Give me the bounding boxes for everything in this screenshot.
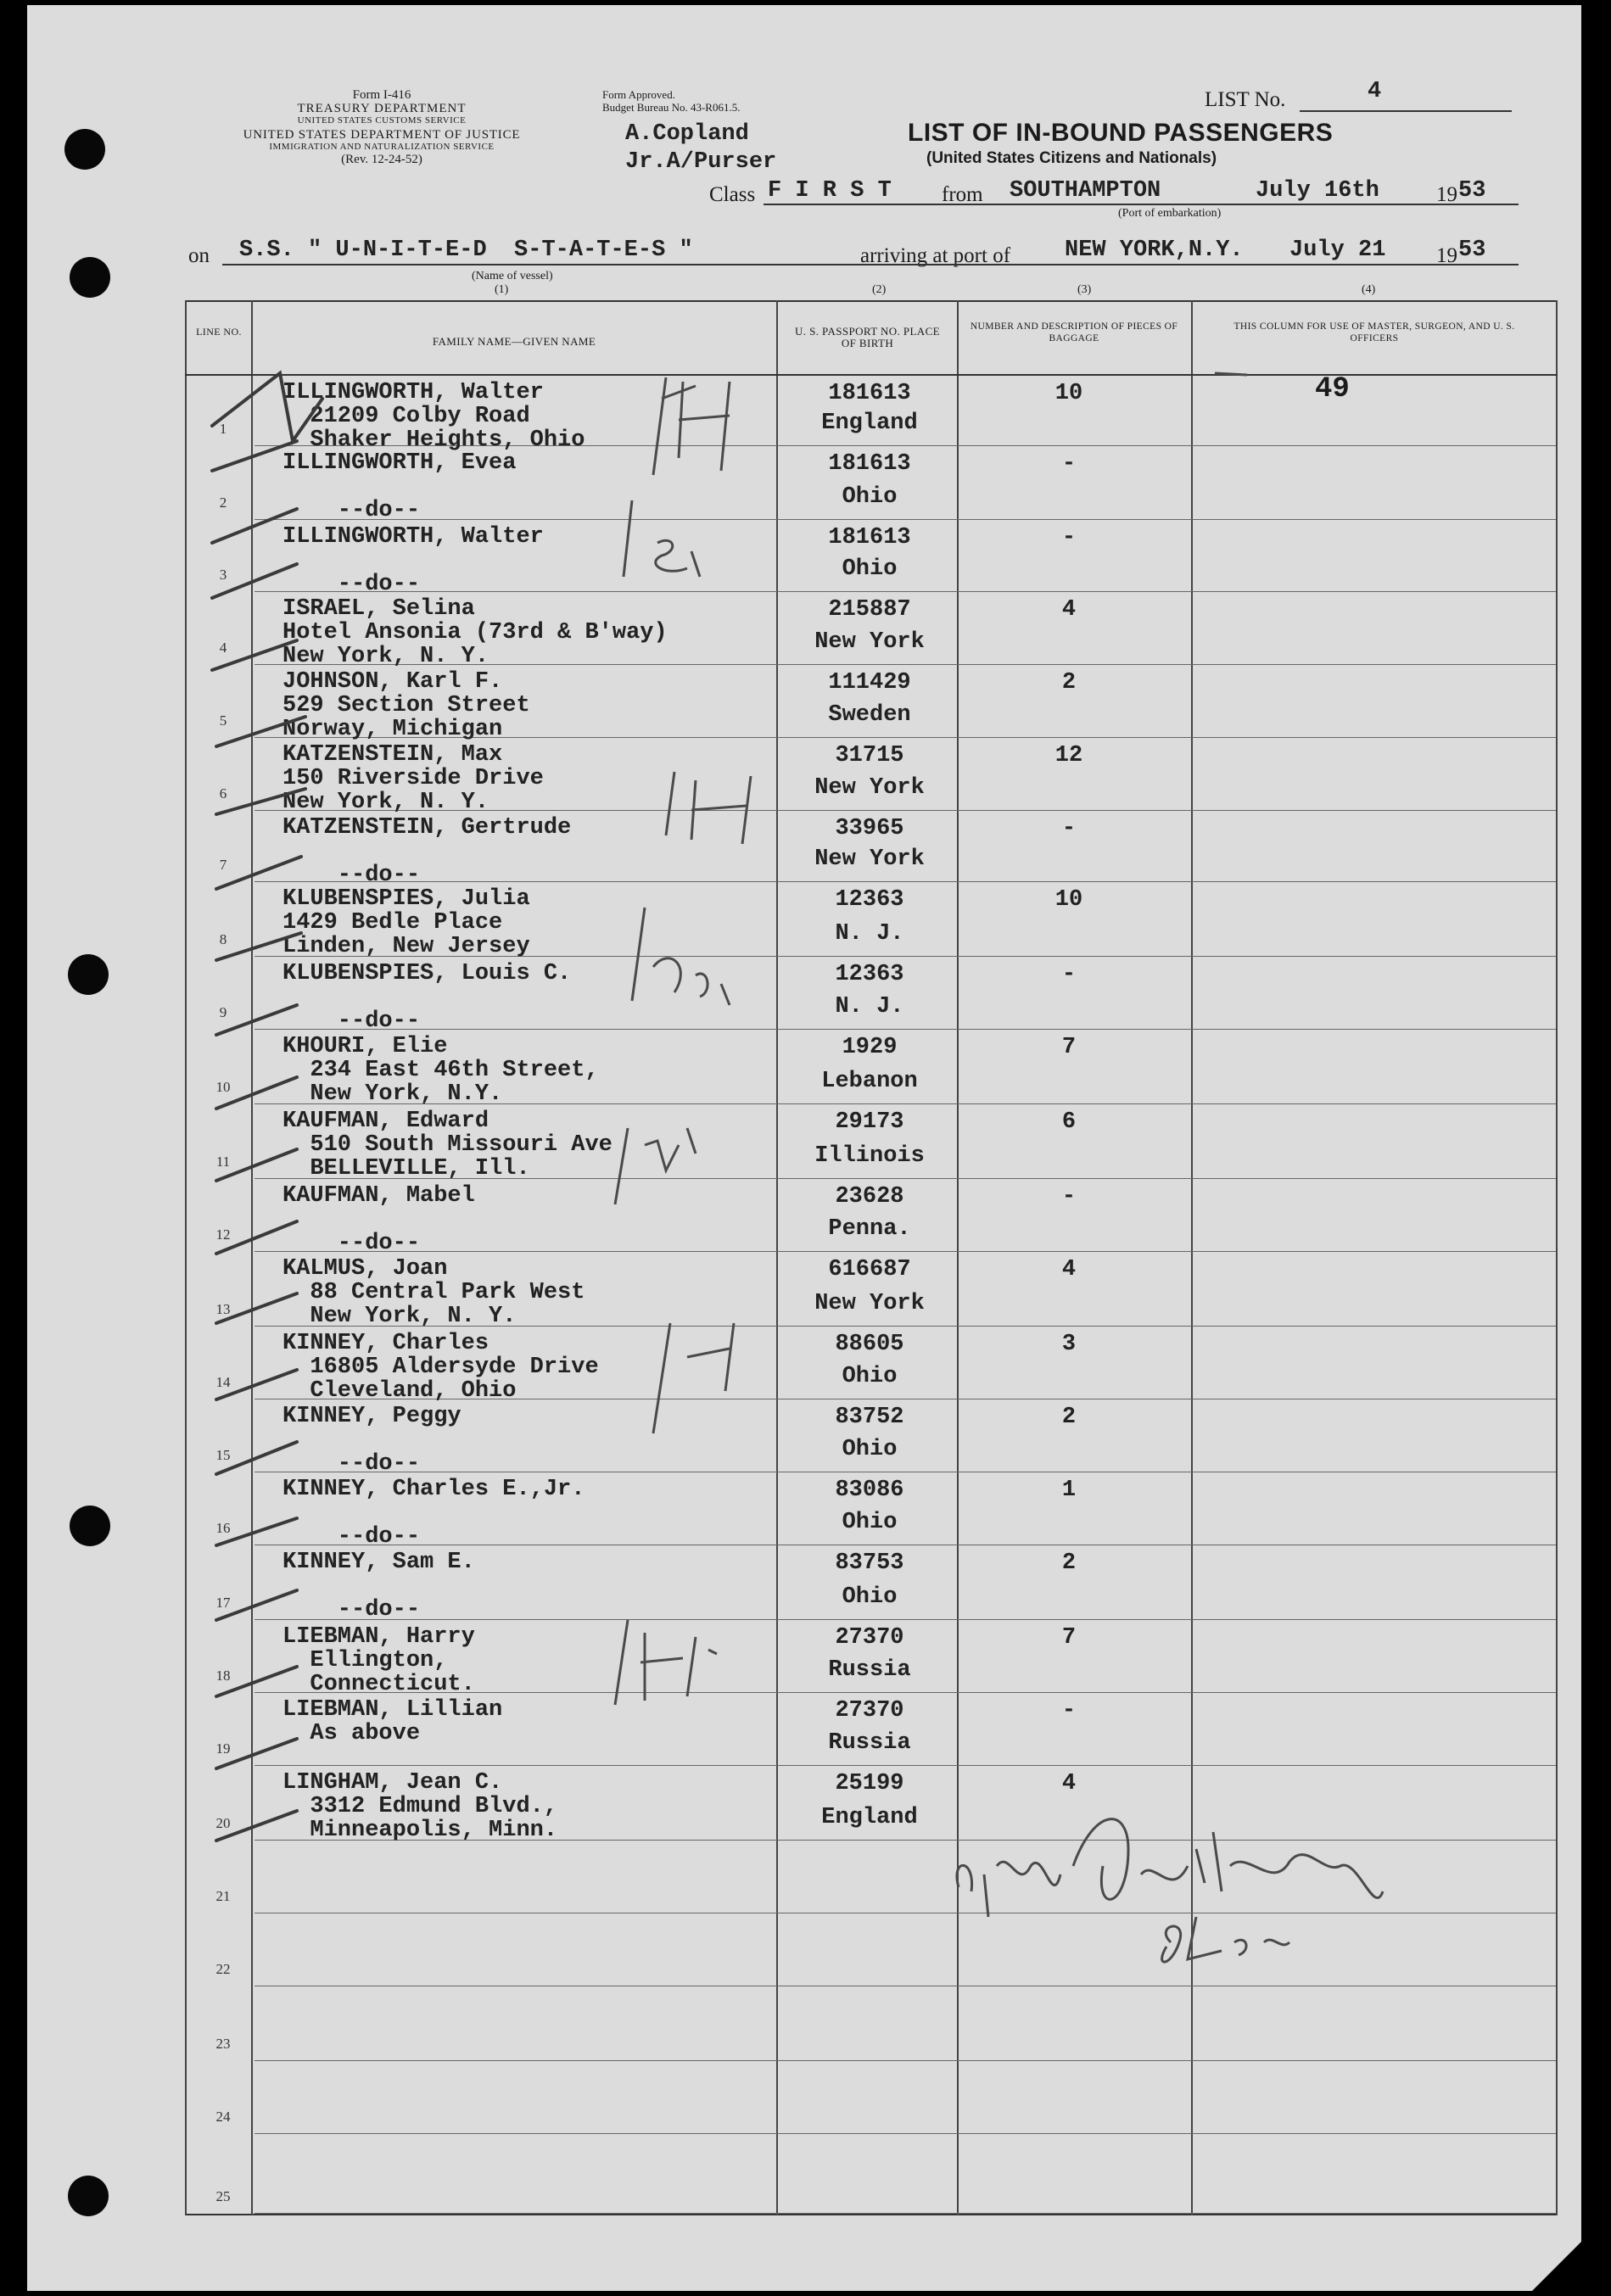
col-header-passport: U. S. PASSPORT NO. PLACE OF BIRTH <box>794 325 940 349</box>
vessel-caption: (Name of vessel) <box>472 270 553 282</box>
line-number: 2 <box>219 494 227 511</box>
passenger-name: KAUFMAN, Mabel --do-- <box>282 1183 475 1256</box>
port-embarkation-caption: (Port of embarkation) <box>1118 207 1222 220</box>
passenger-name: KATZENSTEIN, Gertrude --do-- <box>282 815 572 888</box>
passenger-name: ISRAEL, Selina Hotel Ansonia (73rd & B'way) New York, N. Y. <box>282 596 668 669</box>
line-number: 1 <box>219 421 227 437</box>
place-of-birth: Ohio <box>842 1364 898 1389</box>
budget-bureau: Budget Bureau No. 43-R061.5. <box>602 101 741 114</box>
from-date: July 16th <box>1256 178 1379 204</box>
place-of-birth: England <box>821 1805 918 1830</box>
customs-service: UNITED STATES CUSTOMS SERVICE <box>297 115 467 126</box>
passport-number: 27370 <box>835 1625 904 1651</box>
place-of-birth: Sweden <box>828 702 911 728</box>
line-number: 8 <box>219 931 227 947</box>
line-number: 16 <box>215 1520 231 1536</box>
from-year-prefix: 19 <box>1436 183 1457 206</box>
baggage-count: 4 <box>1061 1257 1077 1282</box>
vessel-name: S.S. " U-N-I-T-E-D S-T-A-T-E-S " <box>239 237 693 263</box>
passport-number: 1929 <box>842 1035 898 1060</box>
passport-number: 83753 <box>835 1550 904 1576</box>
passport-number: 25199 <box>835 1771 904 1796</box>
line-number: 25 <box>215 2188 231 2204</box>
line-number: 10 <box>215 1079 231 1095</box>
col-num-4: (4) <box>1362 283 1376 296</box>
place-of-birth: Ohio <box>842 1510 898 1535</box>
place-of-birth: Ohio <box>842 1584 898 1610</box>
passport-number: 83752 <box>835 1405 904 1430</box>
baggage-count: 2 <box>1061 670 1077 696</box>
passport-number: 181613 <box>828 451 911 477</box>
passport-number: 181613 <box>828 525 911 550</box>
signatory-name: A.Copland <box>625 121 749 147</box>
place-of-birth: Illinois <box>814 1143 925 1169</box>
baggage-count: 4 <box>1061 1771 1077 1796</box>
line-number: 23 <box>215 2036 231 2052</box>
passenger-name: KINNEY, Charles 16805 Aldersyde Drive Cleveland, Ohio <box>282 1331 599 1404</box>
handwritten-mark-1h <box>653 377 666 475</box>
line-number: 19 <box>215 1740 231 1757</box>
baggage-count: - <box>1061 816 1077 841</box>
place-of-birth: Russia <box>828 1657 911 1683</box>
baggage-count: 2 <box>1061 1405 1077 1430</box>
baggage-count: 2 <box>1061 1550 1077 1576</box>
passenger-name: KINNEY, Sam E. --do-- <box>282 1550 475 1623</box>
list-no-value: 4 <box>1368 79 1382 104</box>
baggage-count: 7 <box>1061 1035 1077 1060</box>
from-label: from <box>942 183 983 206</box>
passenger-name: LIEBMAN, Lillian As above <box>282 1697 503 1746</box>
list-no-label: LIST No. <box>1205 88 1286 111</box>
col-header-baggage: NUMBER AND DESCRIPTION OF PIECES OF BAGGAGE <box>970 321 1178 344</box>
passport-number: 83086 <box>835 1478 904 1503</box>
baggage-count: 10 <box>1054 381 1083 406</box>
place-of-birth: Russia <box>828 1730 911 1756</box>
baggage-count: - <box>1061 1184 1077 1209</box>
form-revision: (Rev. 12-24-52) <box>341 153 422 166</box>
from-year: 53 <box>1458 178 1486 204</box>
baggage-count: 3 <box>1061 1332 1077 1357</box>
line-number: 18 <box>215 1668 231 1684</box>
justice-dept: UNITED STATES DEPARTMENT OF JUSTICE <box>243 128 521 142</box>
place-of-birth: New York <box>814 775 925 801</box>
from-port: SOUTHAMPTON <box>1010 178 1161 204</box>
class-value: F I R S T <box>768 178 892 204</box>
passport-number: 12363 <box>835 887 904 913</box>
checkmark <box>212 373 322 441</box>
treasury-dept: TREASURY DEPARTMENT <box>297 102 467 115</box>
baggage-count: 6 <box>1061 1109 1077 1135</box>
passenger-name: KALMUS, Joan 88 Central Park West New York, N. Y. <box>282 1256 585 1329</box>
signatory-title: Jr.A/Purser <box>625 149 777 175</box>
col-num-vessel: (1) <box>495 283 509 296</box>
line-number: 11 <box>215 1154 231 1170</box>
page-title: LIST OF IN-BOUND PASSENGERS <box>908 119 1334 147</box>
line-number: 17 <box>215 1595 231 1611</box>
form-approved: Form Approved. <box>602 88 675 101</box>
passenger-name: LIEBMAN, Harry Ellington, Connecticut. <box>282 1624 475 1697</box>
form-number: Form I-416 <box>352 88 411 102</box>
place-of-birth: Ohio <box>842 484 898 510</box>
col-num-3: (3) <box>1077 283 1092 296</box>
baggage-count: - <box>1061 451 1077 477</box>
passenger-name: KINNEY, Charles E.,Jr. --do-- <box>282 1477 585 1550</box>
place-of-birth: N. J. <box>835 921 904 947</box>
baggage-count: - <box>1061 1698 1077 1723</box>
col-header-officers: THIS COLUMN FOR USE OF MASTER, SURGEON, AND U. S. OFFICERS <box>1233 321 1515 344</box>
place-of-birth: New York <box>814 846 925 872</box>
passport-number: 31715 <box>835 743 904 768</box>
passenger-name: JOHNSON, Karl F. 529 Section Street Norway, Michigan <box>282 669 530 742</box>
baggage-count: - <box>1061 962 1077 987</box>
arrival-year-prefix: 19 <box>1436 244 1457 267</box>
line-number: 15 <box>215 1447 231 1463</box>
line-number: 12 <box>215 1226 231 1243</box>
baggage-count: 12 <box>1054 743 1083 768</box>
place-of-birth: England <box>821 411 918 436</box>
col-header-name: FAMILY NAME—GIVEN NAME <box>432 335 596 348</box>
line-number: 5 <box>219 712 227 729</box>
passport-number: 181613 <box>828 381 911 406</box>
arriving-label: arriving at port of <box>860 244 1011 267</box>
place-of-birth: Penna. <box>828 1216 911 1242</box>
place-of-birth: N. J. <box>835 994 904 1020</box>
place-of-birth: Lebanon <box>821 1069 918 1094</box>
passenger-name: LINGHAM, Jean C. 3312 Edmund Blvd., Minneapolis, Minn. <box>282 1770 558 1843</box>
passport-number: 29173 <box>835 1109 904 1135</box>
place-of-birth: Ohio <box>842 1437 898 1462</box>
passenger-name: KAUFMAN, Edward 510 South Missouri Ave BELLEVILLE, Ill. <box>282 1109 613 1182</box>
passport-number: 111429 <box>828 670 911 696</box>
line-number: 22 <box>215 1961 231 1977</box>
passenger-name: KHOURI, Elie 234 East 46th Street, New York, N.Y. <box>282 1034 599 1107</box>
passenger-name: ILLINGWORTH, Evea --do-- <box>282 450 517 523</box>
passenger-name: ILLINGWORTH, Walter 21209 Colby Road Shaker Heights, Ohio <box>282 380 585 453</box>
passport-number: 12363 <box>835 962 904 987</box>
line-number: 6 <box>219 785 227 802</box>
officer-note: 49 <box>1315 373 1350 405</box>
place-of-birth: New York <box>814 629 925 655</box>
arrival-year: 53 <box>1458 237 1486 263</box>
passenger-name: ILLINGWORTH, Walter --do-- <box>282 524 544 597</box>
col-header-line: LINE NO. <box>196 326 242 338</box>
passport-number: 27370 <box>835 1698 904 1723</box>
passenger-name: KINNEY, Peggy --do-- <box>282 1404 461 1477</box>
baggage-count: - <box>1061 525 1077 550</box>
baggage-count: 4 <box>1061 597 1077 623</box>
line-number: 20 <box>215 1815 231 1831</box>
place-of-birth: Ohio <box>842 556 898 582</box>
passport-number: 88605 <box>835 1332 904 1357</box>
passport-number: 215887 <box>828 597 911 623</box>
passenger-name: KATZENSTEIN, Max 150 Riverside Drive New York, N. Y. <box>282 742 544 815</box>
baggage-count: 10 <box>1054 887 1083 913</box>
passport-number: 33965 <box>835 816 904 841</box>
baggage-count: 1 <box>1061 1478 1077 1503</box>
passport-number: 23628 <box>835 1184 904 1209</box>
line-number: 7 <box>219 857 227 873</box>
line-number: 13 <box>215 1301 231 1317</box>
line-number: 14 <box>215 1374 231 1390</box>
passenger-name: KLUBENSPIES, Louis C. --do-- <box>282 961 572 1034</box>
line-number: 24 <box>215 2109 231 2125</box>
line-number: 4 <box>219 640 227 656</box>
ins-service: IMMIGRATION AND NATURALIZATION SERVICE <box>269 142 495 152</box>
arrival-port: NEW YORK,N.Y. <box>1065 237 1244 263</box>
baggage-count: 7 <box>1061 1625 1077 1651</box>
place-of-birth: New York <box>814 1291 925 1316</box>
col-num-2: (2) <box>872 283 887 296</box>
line-number: 21 <box>215 1888 231 1904</box>
arrival-date: July 21 <box>1289 237 1386 263</box>
line-number: 3 <box>219 567 227 583</box>
class-label: Class <box>709 183 756 206</box>
on-label: on <box>188 244 210 267</box>
passenger-name: KLUBENSPIES, Julia 1429 Bedle Place Linden, New Jersey <box>282 886 530 959</box>
line-number: 9 <box>219 1004 227 1020</box>
passport-number: 616687 <box>828 1257 911 1282</box>
page-subtitle: (United States Citizens and Nationals) <box>926 149 1217 167</box>
